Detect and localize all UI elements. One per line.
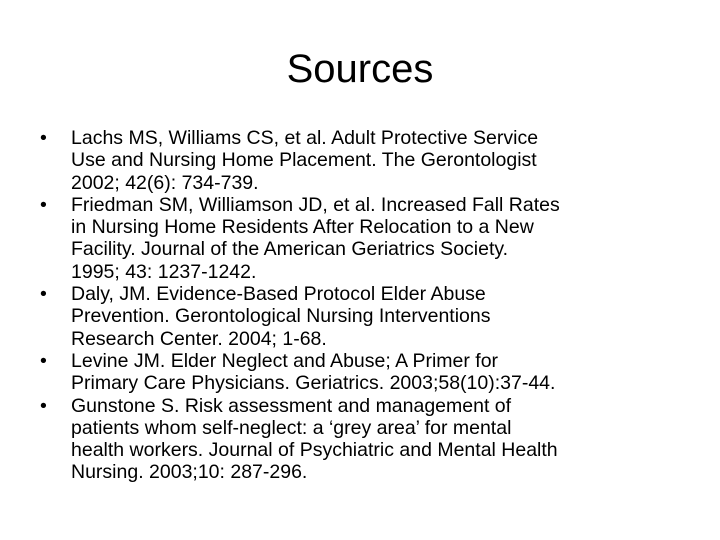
source-line: health workers. Journal of Psychiatric and Mental Health [71,439,558,462]
bullet-icon: • [40,349,47,372]
slide-title: Sources [286,47,434,91]
source-item [40,395,690,484]
source-line: Lachs MS, Williams CS, et al. Adult Protective Service [71,127,539,149]
source-line: Research Center. 2004; 1-68. [71,327,327,350]
bullet-icon: • [40,283,47,306]
source-item [40,127,690,194]
source-line: Facility. Journal of the American Geriatrics Society. [71,238,509,261]
source-line: Nursing. 2003;10: 287-296. [71,461,308,484]
source-line: in Nursing Home Residents After Relocation to a New [71,216,534,239]
source-item [40,350,690,395]
source-line: Levine JM. Elder Neglect and Abuse; A Primer for [71,349,499,372]
source-line: Use and Nursing Home Placement. The Gerontologist [71,149,537,172]
source-line: patients whom self-neglect: a ‘grey area’ for mental [71,416,512,439]
source-line: Daly, JM. Evidence-Based Protocol Elder Abuse [71,283,486,306]
source-item [40,283,690,350]
source-line: Friedman SM, Williamson JD, et al. Increased Fall Rates [71,193,560,216]
source-line: Primary Care Physicians. Geriatrics. 2003;58(10):37-44. [71,372,556,395]
bullet-icon: • [40,127,47,149]
source-line: 2002; 42(6): 734-739. [71,171,259,194]
bullet-icon: • [40,193,47,216]
sources-list [40,127,690,484]
source-line: Gunstone S. Risk assessment and management of [71,394,512,417]
source-item [40,194,690,283]
bullet-icon: • [40,394,47,417]
source-line: 1995; 43: 1237-1242. [71,260,257,283]
source-line: Prevention. Gerontological Nursing Interventions [71,305,491,328]
